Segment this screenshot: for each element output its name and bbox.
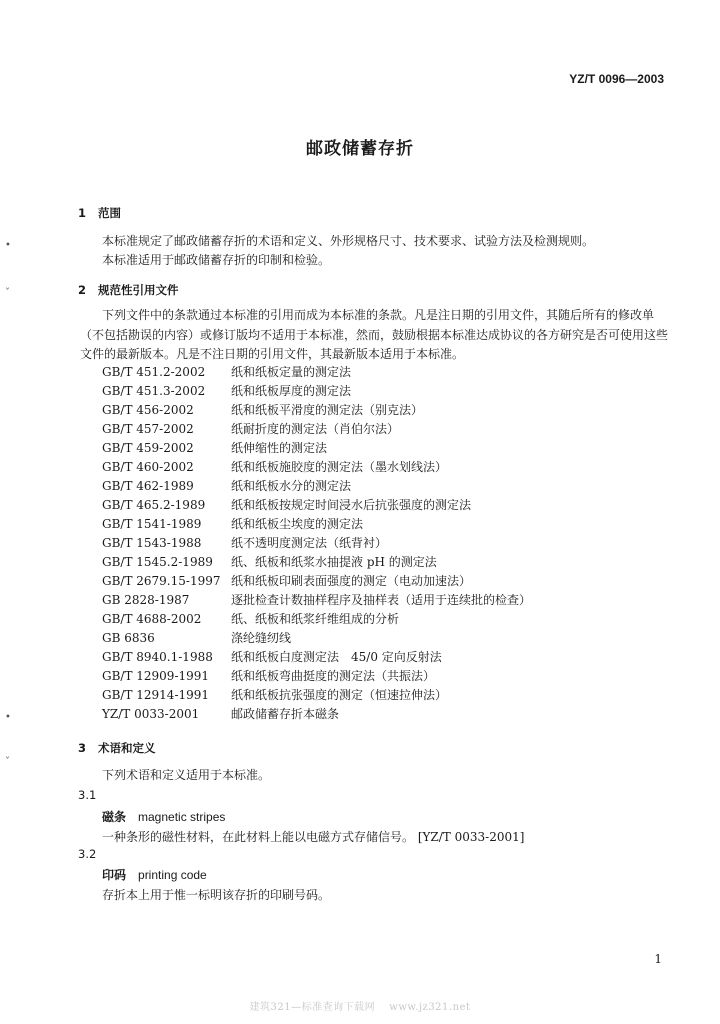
term-chinese: 印码: [102, 868, 127, 882]
reference-code: GB/T 456-2002: [102, 403, 194, 417]
reference-code: GB/T 460-2002: [102, 460, 194, 474]
reference-code: GB/T 2679.15-1997: [102, 574, 221, 588]
term-3-2: [102, 866, 207, 883]
clause-3-1-number: 3.1: [78, 788, 97, 802]
reference-title: 纸耐折度的测定法（肖伯尔法）: [231, 422, 400, 436]
term-3-1: [102, 808, 225, 825]
reference-title: 纸、纸板和纸浆纤维组成的分析: [231, 612, 400, 626]
reference-code: GB/T 459-2002: [102, 441, 194, 455]
reference-row: [102, 572, 531, 591]
document-title: 邮政储蓄存折: [306, 139, 414, 159]
section-1-paragraph-1: 本标准规定了邮政储蓄存折的术语和定义、外形规格尺寸、技术要求、试验方法及检测规则。: [102, 234, 595, 248]
section-number: 2: [78, 283, 87, 297]
reference-title: 纸和纸板尘埃度的测定法: [231, 517, 364, 531]
reference-row: [102, 705, 531, 724]
reference-row: [102, 496, 531, 515]
reference-title: 纸和纸板弯曲挺度的测定法（共振法）: [231, 669, 436, 683]
reference-row: [102, 648, 531, 667]
page-number: 1: [654, 952, 662, 966]
reference-code: GB/T 457-2002: [102, 422, 194, 436]
reference-code: GB/T 462-1989: [102, 479, 194, 493]
reference-title: 纸不透明度测定法（纸背衬）: [231, 536, 388, 550]
reference-row: [102, 401, 531, 420]
reference-row: [102, 439, 531, 458]
reference-title: 邮政储蓄存折本磁条: [231, 707, 340, 721]
section-title: 术语和定义: [98, 741, 156, 755]
section-number: 1: [78, 206, 87, 220]
term-chinese: 磁条: [102, 810, 127, 824]
term-english: printing code: [138, 868, 207, 882]
reference-title: 纸和纸板白度测定法 45/0 定向反射法: [231, 650, 442, 664]
reference-code: GB/T 8940.1-1988: [102, 650, 213, 664]
reference-row: [102, 686, 531, 705]
scan-mark: ˇ: [5, 288, 10, 299]
section-3-intro: 下列术语和定义适用于本标准。: [102, 768, 271, 782]
section-number: 3: [78, 741, 87, 755]
scan-mark: •: [5, 712, 11, 723]
reference-row: [102, 477, 531, 496]
reference-row: [102, 610, 531, 629]
reference-code: GB/T 451.3-2002: [102, 384, 206, 398]
reference-row: [102, 458, 531, 477]
reference-row: [102, 591, 531, 610]
reference-title: 纸和纸板平滑度的测定法（别克法）: [231, 403, 424, 417]
reference-row: [102, 553, 531, 572]
section-2-intro: 下列文件中的条款通过本标准的引用而成为本标准的条款。凡是注日期的引用文件，其随后所有的修改单（不包括勘误的内容）或修订版均不适用于本标准，然而，鼓励根据本标准达成协议的各方研究是否可使用这些文件的最新版本。凡是不注日期的引用文件，其最新版本适用于本标准。: [80, 308, 669, 361]
reference-row: [102, 534, 531, 553]
reference-title: 涤纶缝纫线: [231, 631, 292, 645]
reference-code: GB 6836: [102, 631, 155, 645]
reference-row: [102, 382, 531, 401]
section-1-paragraph-2: 本标准适用于邮政储蓄存折的印制和检验。: [102, 253, 331, 267]
section-3-heading: [78, 740, 156, 756]
reference-title: 纸和纸板定量的测定法: [231, 365, 352, 379]
reference-code: GB/T 4688-2002: [102, 612, 202, 626]
standard-code: YZ/T 0096—2003: [569, 72, 664, 86]
reference-code: GB/T 1545.2-1989: [102, 555, 213, 569]
reference-code: GB/T 12914-1991: [102, 688, 210, 702]
section-title: 范围: [98, 206, 121, 220]
reference-title: 纸、纸板和纸浆水抽提液 pH 的测定法: [231, 555, 437, 569]
section-1-heading: [78, 205, 121, 221]
normative-references-list: [102, 363, 531, 724]
section-title: 规范性引用文件: [98, 283, 179, 297]
reference-title: 纸伸缩性的测定法: [231, 441, 328, 455]
reference-code: GB/T 451.2-2002: [102, 365, 206, 379]
reference-title: 纸和纸板施胶度的测定法（墨水划线法）: [231, 460, 448, 474]
reference-title: 纸和纸板按规定时间浸水后抗张强度的测定法: [231, 498, 472, 512]
reference-row: [102, 667, 531, 686]
reference-row: [102, 363, 531, 382]
term-3-2-definition: 存折本上用于惟一标明该存折的印刷号码。: [102, 888, 331, 902]
scan-mark: •: [5, 240, 11, 251]
reference-code: GB/T 465.2-1989: [102, 498, 206, 512]
term-3-1-definition: 一种条形的磁性材料，在此材料上能以电磁方式存储信号。 [YZ/T 0033-2001]: [102, 830, 525, 844]
footer-watermark: 建筑321—标准查询下载网 www.jz321.net: [249, 1002, 471, 1013]
clause-3-2-number: 3.2: [78, 847, 97, 861]
reference-code: GB/T 12909-1991: [102, 669, 210, 683]
reference-title: 纸和纸板厚度的测定法: [231, 384, 352, 398]
reference-code: YZ/T 0033-2001: [102, 707, 200, 721]
term-english: magnetic stripes: [138, 810, 226, 824]
reference-row: [102, 629, 531, 648]
scan-mark: ˇ: [5, 757, 10, 768]
reference-code: GB/T 1541-1989: [102, 517, 202, 531]
reference-row: [102, 420, 531, 439]
reference-title: 纸和纸板印刷表面强度的测定（电动加速法）: [231, 574, 472, 588]
section-2-heading: [78, 282, 179, 298]
reference-title: 纸和纸板抗张强度的测定（恒速拉伸法）: [231, 688, 448, 702]
reference-title: 逐批检查计数抽样程序及抽样表（适用于连续批的检查）: [231, 593, 532, 607]
reference-title: 纸和纸板水分的测定法: [231, 479, 352, 493]
reference-row: [102, 515, 531, 534]
reference-code: GB/T 1543-1988: [102, 536, 202, 550]
reference-code: GB 2828-1987: [102, 593, 190, 607]
